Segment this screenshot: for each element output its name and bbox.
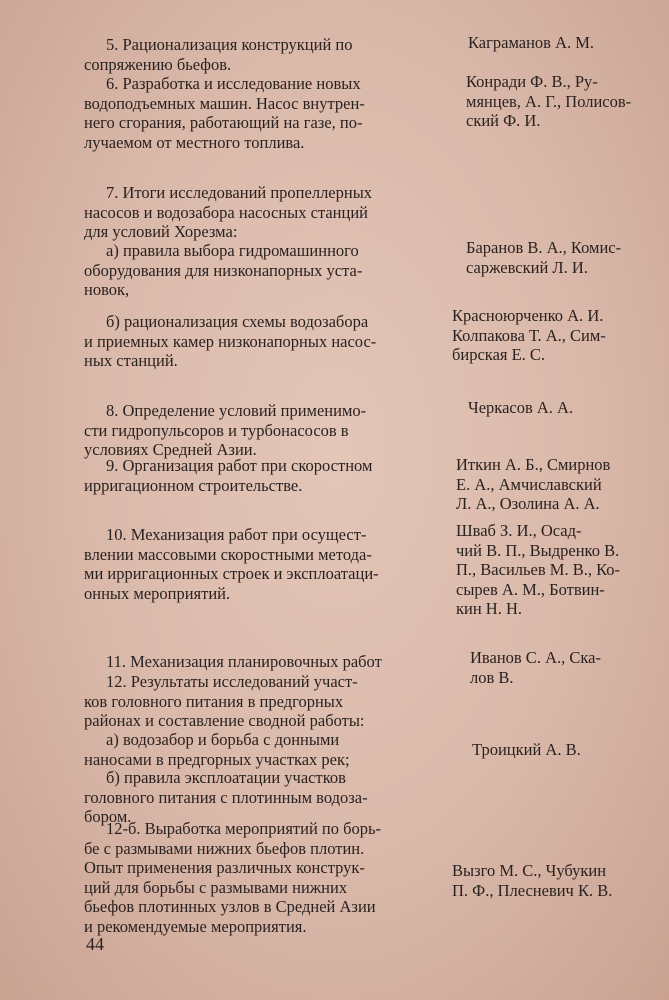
text-line: 12-б. Выработка мероприятий по борь- [106, 819, 382, 838]
text-line: ций для борьбы с размывами нижних [84, 877, 348, 897]
author-line: лов В. [470, 667, 514, 687]
text-line: ных станций. [84, 351, 178, 371]
text-line: ми ирригационных строек и эксплоатаци- [84, 564, 379, 584]
item-12-b-authors [452, 861, 648, 900]
item-12a-authors [472, 740, 668, 760]
text-line: ков головного питания в предгорных [84, 691, 344, 711]
author-line: кин Н. Н. [456, 599, 523, 619]
text-line: б) правила эксплоатации участков [106, 768, 346, 787]
author-line: саржевский Л. И. [466, 257, 588, 277]
text-line: 9. Организация работ при скоростном [106, 456, 373, 475]
text-line: насосов и водозабора насосных станций [84, 202, 368, 222]
text-line: б) рационализация схемы водозабора [106, 312, 369, 331]
author-line: Баранов В. А., Комис- [466, 238, 622, 257]
author-line: мянцев, А. Г., Полисов- [466, 91, 632, 111]
text-line: бором. [84, 807, 132, 827]
text-line: и приемных камер низконапорных насос- [84, 331, 377, 351]
text-line: сти гидропульсоров и турбонасосов в [84, 420, 349, 440]
author-line: Л. А., Озолина А. А. [456, 494, 600, 514]
text-line: новок, [84, 280, 130, 300]
author-line: Красноюрченко А. И. [452, 306, 604, 325]
author-line: Конради Ф. В., Ру- [466, 72, 598, 91]
item-12a-text [84, 730, 432, 769]
item-6-authors [466, 72, 662, 131]
item-7b-authors [452, 306, 648, 365]
author-line: бирская Е. С. [452, 345, 546, 365]
item-5-text [84, 35, 432, 74]
item-7b-text [84, 312, 432, 371]
author-line: Вызго М. С., Чубукин [452, 861, 607, 880]
item-10-text [84, 525, 432, 603]
text-line: а) водозабор и борьба с донными [106, 730, 340, 749]
item-9-text [84, 456, 432, 495]
text-line: и рекомендуемые мероприятия. [84, 916, 307, 936]
item-8-text [84, 401, 432, 460]
item-5-authors [468, 33, 664, 53]
item-11-authors [470, 648, 666, 687]
author-line: Каграманов А. М. [468, 33, 595, 52]
author-line: Иванов С. А., Ска- [470, 648, 601, 667]
author-line: Троицкий А. В. [472, 740, 581, 759]
text-line: 11. Механизация планировочных работ [106, 652, 382, 671]
author-line: сырев А. М., Ботвин- [456, 579, 605, 599]
text-line: 8. Определение условий применимо- [106, 401, 367, 420]
author-line: Черкасов А. А. [468, 398, 574, 417]
author-line: П. Ф., Плесневич К. В. [452, 880, 613, 900]
author-line: П., Васильев М. В., Ко- [456, 560, 621, 580]
item-9-authors [456, 455, 652, 514]
author-line: Колпакова Т. А., Сим- [452, 325, 606, 345]
text-line: 6. Разработка и исследование новых [106, 74, 361, 93]
text-line: оборудования для низконапорных уста- [84, 260, 363, 280]
text-line: Опыт применения различных конструк- [84, 858, 365, 878]
author-line: Е. А., Амчиславский [456, 474, 602, 494]
text-line: влении массовыми скоростными метода- [84, 544, 372, 564]
item-12-text [84, 672, 432, 731]
text-line: 12. Результаты исследований участ- [106, 672, 358, 691]
author-line: чий В. П., Выдренко В. [456, 540, 620, 560]
text-line: онных мероприятий. [84, 583, 231, 603]
text-line: лучаемом от местного топлива. [84, 132, 305, 152]
text-line: водоподъемных машин. Насос внутрен- [84, 93, 365, 113]
text-line: головного питания с плотинным водоза- [84, 787, 368, 807]
item-12b-text [84, 768, 432, 827]
text-line: бьефов плотинных узлов в Средней Азии [84, 897, 376, 917]
text-line: сопряжению бьефов. [84, 54, 232, 74]
text-line: ирригационном строительстве. [84, 475, 303, 495]
item-8-authors [468, 398, 664, 418]
author-line: Иткин А. Б., Смирнов [456, 455, 611, 474]
author-line: Шваб З. И., Осад- [456, 521, 582, 540]
text-line: 5. Рационализация конструкций по [106, 35, 353, 54]
text-line: районах и составление сводной работы: [84, 711, 365, 731]
text-line: бе с размывами нижних бьефов плотин. [84, 838, 365, 858]
item-7a-authors [466, 238, 662, 277]
text-line: условиях Средней Азии. [84, 440, 257, 460]
item-6-text [84, 74, 432, 152]
item-7-text [84, 183, 432, 242]
text-line: а) правила выбора гидромашинного [106, 241, 359, 260]
item-12-b-text [84, 819, 432, 937]
page-number: 44 [86, 934, 104, 954]
item-7a-text [84, 241, 432, 300]
text-line: наносами в предгорных участках рек; [84, 749, 350, 769]
text-line: него сгорания, работающий на газе, по- [84, 113, 363, 133]
text-line: 10. Механизация работ при осущест- [106, 525, 367, 544]
text-line: 7. Итоги исследований пропеллерных [106, 183, 373, 202]
text-line: для условий Хорезма: [84, 222, 238, 242]
author-line: ский Ф. И. [466, 111, 541, 131]
item-11-text [84, 652, 432, 672]
item-10-authors [456, 521, 652, 619]
